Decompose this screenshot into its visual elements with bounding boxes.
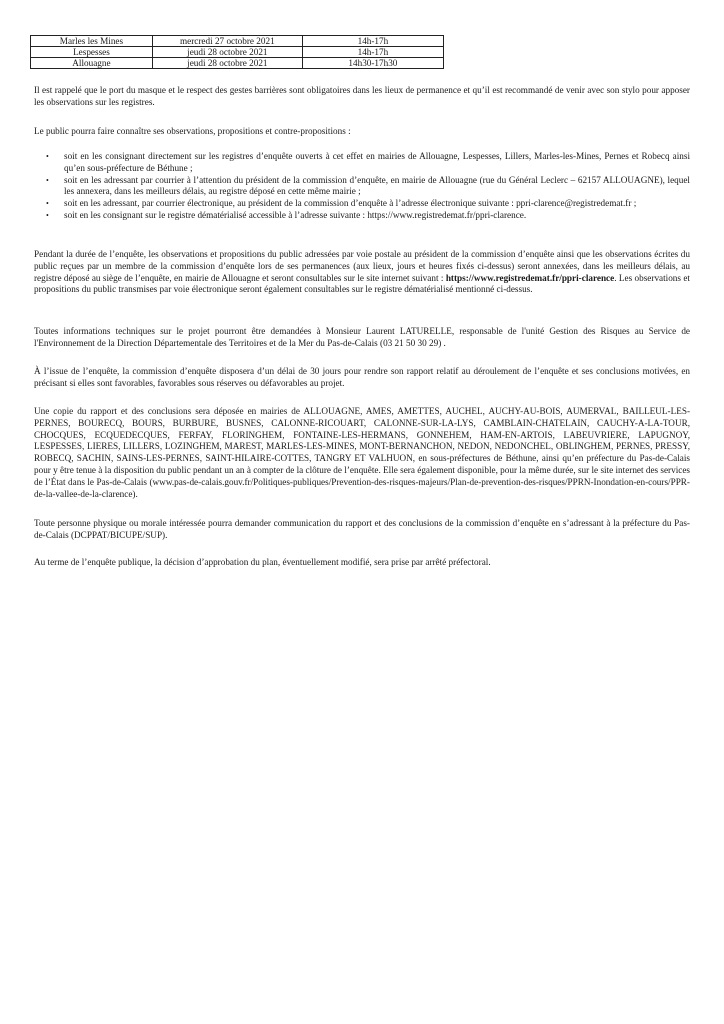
info-text: Toutes informations techniques sur le projet pourront être demandées à Monsieur Laurent LATURELLE, responsable de l'unité Gestion des Risques au Service de l'Environnement de la Direction Départementale des Territoires et de la Mer du Pas-de-Calais (03 21 50 30 29) . bbox=[34, 326, 690, 348]
masque-text: Il est rappelé que le port du masque et le respect des gestes barrières sont obligatoires dans les lieux de permanence et qu’il est recommandé de venir avec son stylo pour apposer les observations sur les registres. bbox=[34, 85, 690, 107]
duree-text-1: Pendant la durée de l’enquête, les observations et propositions du public adressées par voie postale au président de la commission d’enquête ainsi que les observations écrites du public reçues par un membre de la commission d’enquête lors de ses permanences (aux lieux, jours et heures fixés ci-dessus) seront annexées, dans les meilleurs délais, au registre déposé au siège de l’enquête, en mairie de Allouagne et seront consultables sur le site internet suivant : bbox=[34, 249, 690, 283]
info-paragraph bbox=[34, 326, 690, 350]
list-item-text: soit en les adressant par courrier à l’attention du président de la commission d’enquête, en mairie de Allouagne (rue du Général Leclerc – 62157 ALLOUAGNE), lequel les annexera, dans les meilleurs délais, au registre déposé en cette même mairie ; bbox=[64, 174, 690, 197]
permanence-lieu: Lespesses bbox=[31, 47, 153, 58]
list-item-text: soit en les adressant, par courrier électronique, au président de la commission d’enquête à l’adresse électronique suivante : ppri-clarence@registredemat.fr ; bbox=[64, 198, 637, 209]
bullet-icon: • bbox=[46, 175, 49, 185]
permanence-date: jeudi 28 octobre 2021 bbox=[152, 58, 302, 69]
issue-paragraph bbox=[34, 366, 690, 390]
public-intro-text: Le public pourra faire connaître ses observations, propositions et contre-propositions : bbox=[34, 126, 351, 136]
public-intro-paragraph bbox=[34, 126, 690, 138]
bullet-icon: • bbox=[46, 199, 49, 209]
list-item-text: soit en les consignant directement sur les registres d’enquête ouverts à cet effet en mairies de Allouagne, Lespesses, Lillers, Marles-les-Mines, Pernes et Robecq ainsi qu’en sous-préfecture de Béthune ; bbox=[64, 151, 690, 173]
list-item bbox=[34, 175, 690, 199]
list-item bbox=[34, 198, 690, 210]
registre-link[interactable]: https://www.registredemat.fr/ppri-clarence bbox=[445, 272, 615, 283]
table-row bbox=[31, 36, 444, 47]
list-item bbox=[34, 210, 690, 222]
permanence-lieu: Marles les Mines bbox=[31, 36, 153, 47]
duree-paragraph bbox=[34, 249, 690, 296]
bullet-icon: • bbox=[46, 152, 49, 161]
permanence-date: jeudi 28 octobre 2021 bbox=[152, 47, 302, 58]
issue-text: À l’issue de l’enquête, la commission d’enquête disposera d’un délai de 30 jours pour rendre son rapport relatif au déroulement de l’enquête et ses conclusions motivées, en précisant si elles sont favorables, favorables sous réserves ou défavorables au projet. bbox=[34, 366, 690, 388]
permanences-table bbox=[30, 35, 444, 69]
observation-methods-list bbox=[34, 151, 690, 222]
list-item-text: soit en les consignant sur le registre dématérialisé accessible à l’adresse suivante : https://www.registredemat.fr/ppri-clarence. bbox=[64, 209, 527, 220]
duree-text-2: . Les observations et propositions du public transmises par voie électronique seront également consultables sur le registre dématérialisé mentionné ci-dessus. bbox=[34, 272, 690, 295]
copie-text: Une copie du rapport et des conclusions sera déposée en mairies de ALLOUAGNE, AMES, AMETTES, AUCHEL, AUCHY-AU-BOIS, AUMERVAL, BAILLEUL-LES-PERNES, BOURECQ, BOURS, BURBURE, BUSNES, CALONNE-RICOUART, CALONNE-SUR-LA-LYS, CAMBLAIN-CHATELAIN, CAUCHY-A-LA-TOUR, CHOCQUES, ECQUEDECQUES, FERFAY, FLORINGHEM, FONTAINE-LES-HERMANS, GONNEHEM, HAM-EN-ARTOIS, LABEUVRIERE, LAPUGNOY, LESPESSES, LIERES, LILLERS, LOZINGHEM, MAREST, MARLES-LES-MINES, MONT-BERNANCHON, NEDON, NEDONCHEL, OBLINGHEM, PERNES, PRESSY, ROBECQ, SACHIN, SAINS-LES-PERNES, SAINT-HILAIRE-COTTES, TANGRY ET VALHUON, en sous-préfectures de Béthune, ainsi qu’en préfecture du Pas-de-Calais pour y être tenue à la disposition du public pendant un an à compter de la clôture de l’enquête. Elle sera également disponible, pour la même durée, sur le site internet des services de l’État dans le Pas-de-Calais (www.pas-de-calais.gouv.fr/Politiques-publiques/Prevention-des-risques-majeurs/Plan-de-prevention-des-risques/PPRN-Inondation-en-cours/PPR-de-la-vallee-de-la-clarence). bbox=[34, 406, 690, 499]
masque-paragraph bbox=[34, 85, 690, 109]
communication-text: Toute personne physique ou morale intéressée pourra demander communication du rapport et des conclusions de la commission d’enquête en s’adressant à la préfecture du Pas-de-Calais (DCPPAT/BICUPE/SUP). bbox=[34, 518, 690, 540]
table-row bbox=[31, 47, 444, 58]
permanence-heures: 14h-17h bbox=[302, 47, 443, 58]
terme-text: Au terme de l’enquête publique, la décision d’approbation du plan, éventuellement modifié, sera prise par arrêté préfectoral. bbox=[34, 557, 491, 567]
permanence-lieu: Allouagne bbox=[31, 58, 153, 69]
communication-paragraph bbox=[34, 518, 690, 542]
bullet-icon: • bbox=[46, 210, 49, 220]
permanence-heures: 14h-17h bbox=[302, 36, 443, 47]
list-item bbox=[34, 151, 690, 175]
table-row bbox=[31, 58, 444, 69]
permanence-heures: 14h30-17h30 bbox=[302, 58, 443, 69]
terme-paragraph bbox=[34, 557, 690, 569]
copie-paragraph bbox=[34, 406, 690, 500]
permanence-date: mercredi 27 octobre 2021 bbox=[152, 36, 302, 47]
